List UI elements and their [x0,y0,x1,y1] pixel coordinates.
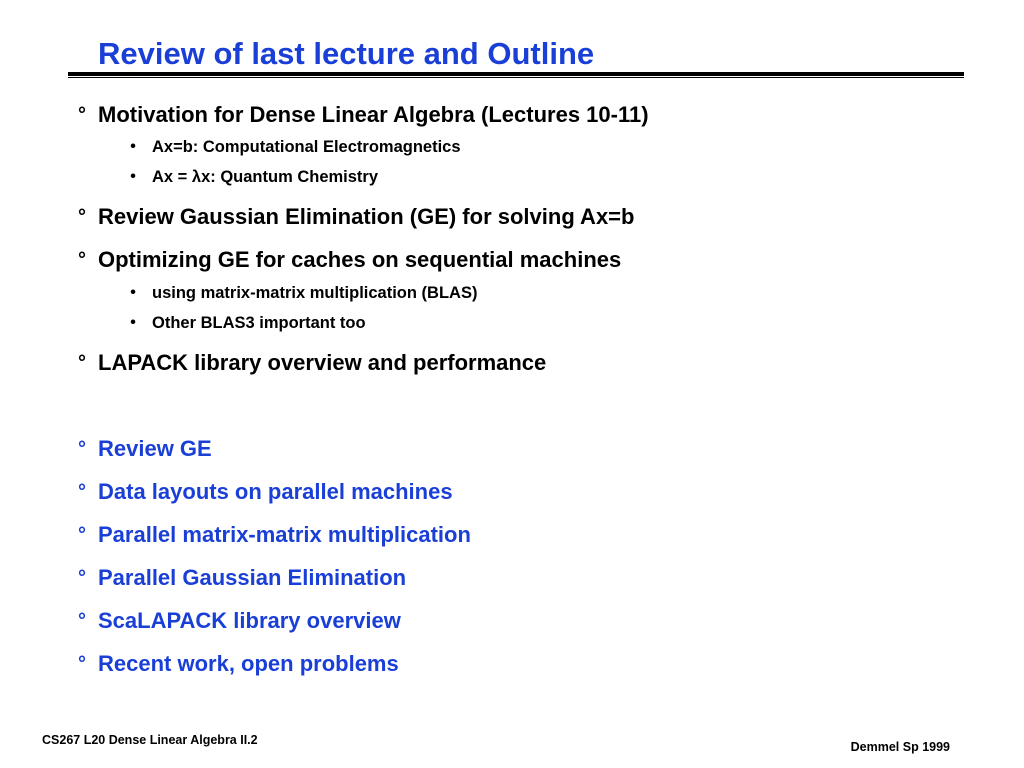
sub-bullet-marker: • [130,138,136,155]
outline-item-label: Parallel Gaussian Elimination [98,565,407,590]
title-underline-thin [68,77,964,78]
bullet-marker: ° [78,249,86,271]
outline-item-label: Parallel matrix-matrix multiplication [98,522,471,547]
slide-title: Review of last lecture and Outline [98,36,595,71]
footer-course-label: CS267 L20 Dense Linear Algebra II.2 [42,733,258,747]
sub-bullet-marker: • [130,168,136,185]
bullet-marker: ° [78,438,86,460]
footer-author-label: Demmel Sp 1999 [850,740,950,754]
review-item-label: Motivation for Dense Linear Algebra (Lectures 10-11) [98,102,649,127]
sub-item-label: Ax=b: Computational Electromagnetics [152,138,461,156]
bullet-marker: ° [78,352,86,374]
outline-item-label: Data layouts on parallel machines [98,479,453,504]
bullet-marker: ° [78,524,86,546]
sub-bullet-marker: • [130,314,136,331]
sub-bullet-marker: • [130,284,136,301]
bullet-marker: ° [78,610,86,632]
outline-item-label: Recent work, open problems [98,651,399,676]
sub-item-label: Ax = λx: Quantum Chemistry [152,168,379,186]
bullet-marker: ° [78,104,86,126]
bullet-marker: ° [78,567,86,589]
outline-item-label: Review GE [98,436,212,461]
sub-item-label: Other BLAS3 important too [152,314,366,332]
review-item-label: Review Gaussian Elimination (GE) for solving Ax=b [98,204,635,229]
outline-item-label: ScaLAPACK library overview [98,608,401,633]
review-item-label: LAPACK library overview and performance [98,350,547,375]
review-item-label: Optimizing GE for caches on sequential machines [98,247,622,272]
bullet-marker: ° [78,206,86,228]
title-underline [68,72,964,76]
bullet-marker: ° [78,653,86,675]
sub-item-label: using matrix-matrix multiplication (BLAS) [152,284,478,302]
bullet-marker: ° [78,481,86,503]
